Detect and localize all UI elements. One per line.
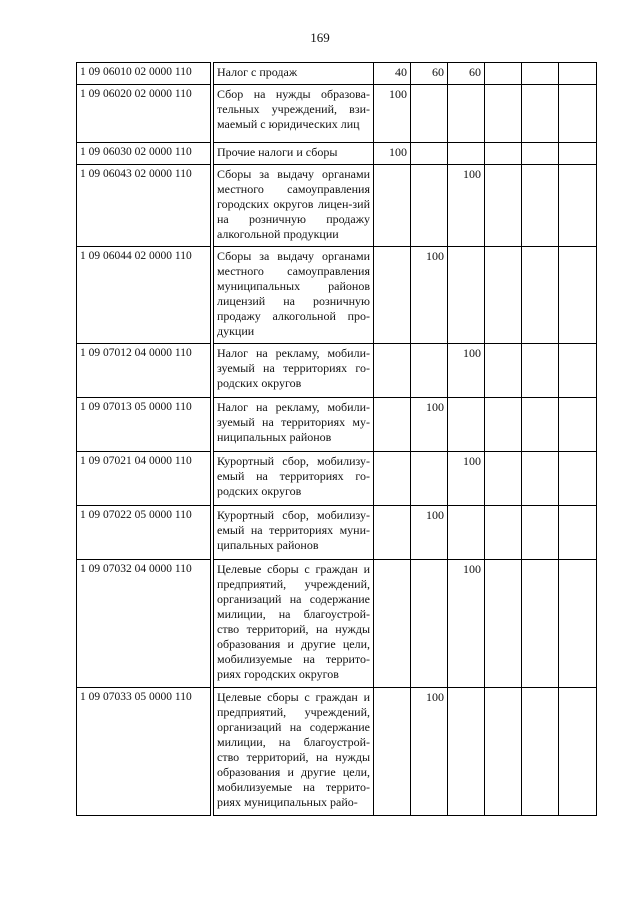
revenue-table — [76, 62, 597, 816]
share-cell-4 — [485, 63, 522, 85]
share-cell-5 — [522, 85, 559, 143]
table-row — [77, 398, 597, 452]
table-row — [77, 344, 597, 398]
share-cell-5 — [522, 560, 559, 688]
budget-code-cell: 1 09 06044 02 0000 110 — [77, 247, 211, 344]
share-cell-2 — [411, 143, 448, 165]
share-cell-4 — [485, 165, 522, 247]
budget-code-cell: 1 09 07021 04 0000 110 — [77, 452, 211, 506]
share-cell-1 — [374, 452, 411, 506]
share-cell-1 — [374, 398, 411, 452]
table-row — [77, 560, 597, 688]
revenue-name-cell: Налог с продаж — [214, 63, 374, 85]
revenue-name-cell: Сборы за выдачу органами местного самоуправления городских округов лицен-зий на розничную продажу алкогольной продукции — [214, 165, 374, 247]
share-cell-4 — [485, 143, 522, 165]
budget-code-cell: 1 09 07022 05 0000 110 — [77, 506, 211, 560]
revenue-name-cell: Налог на рекламу, мобили-зуемый на территориях го-родских округов — [214, 344, 374, 398]
revenue-name-cell: Курортный сбор, мобилизу-емый на территориях го-родских округов — [214, 452, 374, 506]
share-cell-3: 60 — [448, 63, 485, 85]
share-cell-1 — [374, 344, 411, 398]
share-cell-3: 100 — [448, 560, 485, 688]
budget-code-cell: 1 09 06043 02 0000 110 — [77, 165, 211, 247]
share-cell-6 — [559, 688, 597, 816]
revenue-name-cell: Целевые сборы с граждан и предприятий, учреждений, организаций на содержание милиции, на благоустрой-ство территорий, на нужды образования и другие цели, мобилизуемые на террито-риях городских округов — [214, 560, 374, 688]
share-cell-6 — [559, 452, 597, 506]
share-cell-2: 60 — [411, 63, 448, 85]
budget-code-cell: 1 09 07013 05 0000 110 — [77, 398, 211, 452]
share-cell-3 — [448, 398, 485, 452]
share-cell-3: 100 — [448, 344, 485, 398]
share-cell-5 — [522, 63, 559, 85]
share-cell-3 — [448, 506, 485, 560]
share-cell-4 — [485, 344, 522, 398]
share-cell-6 — [559, 63, 597, 85]
share-cell-2 — [411, 165, 448, 247]
share-cell-4 — [485, 452, 522, 506]
share-cell-6 — [559, 85, 597, 143]
share-cell-6 — [559, 506, 597, 560]
share-cell-2 — [411, 560, 448, 688]
share-cell-1 — [374, 688, 411, 816]
budget-code-cell: 1 09 07012 04 0000 110 — [77, 344, 211, 398]
budget-code-cell: 1 09 06030 02 0000 110 — [77, 143, 211, 165]
share-cell-1 — [374, 506, 411, 560]
share-cell-1: 40 — [374, 63, 411, 85]
share-cell-6 — [559, 560, 597, 688]
share-cell-4 — [485, 398, 522, 452]
page-number: 169 — [310, 30, 330, 45]
share-cell-5 — [522, 506, 559, 560]
share-cell-1 — [374, 165, 411, 247]
share-cell-5 — [522, 344, 559, 398]
share-cell-4 — [485, 688, 522, 816]
share-cell-1 — [374, 247, 411, 344]
share-cell-3 — [448, 85, 485, 143]
share-cell-5 — [522, 143, 559, 165]
share-cell-6 — [559, 247, 597, 344]
table-row — [77, 143, 597, 165]
table-row — [77, 688, 597, 816]
budget-code-cell: 1 09 06020 02 0000 110 — [77, 85, 211, 143]
revenue-name-cell: Прочие налоги и сборы — [214, 143, 374, 165]
share-cell-3 — [448, 688, 485, 816]
share-cell-2 — [411, 452, 448, 506]
budget-code-cell: 1 09 06010 02 0000 110 — [77, 63, 211, 85]
share-cell-3: 100 — [448, 452, 485, 506]
share-cell-4 — [485, 247, 522, 344]
revenue-name-cell: Сбор на нужды образова-тельных учреждений, взи-маемый с юридических лиц — [214, 85, 374, 143]
share-cell-2 — [411, 344, 448, 398]
table-body — [77, 63, 597, 816]
share-cell-6 — [559, 143, 597, 165]
share-cell-2: 100 — [411, 506, 448, 560]
share-cell-1: 100 — [374, 143, 411, 165]
table-row — [77, 165, 597, 247]
share-cell-2: 100 — [411, 247, 448, 344]
share-cell-3: 100 — [448, 165, 485, 247]
share-cell-4 — [485, 85, 522, 143]
share-cell-5 — [522, 398, 559, 452]
table-row — [77, 63, 597, 85]
table-row — [77, 452, 597, 506]
revenue-name-cell: Сборы за выдачу органами местного самоуправления муниципальных районов лицензий на розничную продажу алкогольной про-дукции — [214, 247, 374, 344]
share-cell-2: 100 — [411, 688, 448, 816]
table-row — [77, 85, 597, 143]
share-cell-5 — [522, 688, 559, 816]
share-cell-5 — [522, 247, 559, 344]
revenue-name-cell: Курортный сбор, мобилизу-емый на территориях муни-ципальных районов — [214, 506, 374, 560]
revenue-name-cell: Налог на рекламу, мобили-зуемый на территориях му-ниципальных районов — [214, 398, 374, 452]
budget-code-cell: 1 09 07033 05 0000 110 — [77, 688, 211, 816]
share-cell-5 — [522, 452, 559, 506]
share-cell-1 — [374, 560, 411, 688]
share-cell-4 — [485, 560, 522, 688]
table-row — [77, 247, 597, 344]
share-cell-1: 100 — [374, 85, 411, 143]
share-cell-3 — [448, 143, 485, 165]
share-cell-4 — [485, 506, 522, 560]
table-row — [77, 506, 597, 560]
budget-code-cell: 1 09 07032 04 0000 110 — [77, 560, 211, 688]
revenue-name-cell: Целевые сборы с граждан и предприятий, учреждений, организаций на содержание милиции, на благоустрой-ство территорий, на нужды образования и другие цели, мобилизуемые на террито-риях муниципальных райо- — [214, 688, 374, 816]
share-cell-2 — [411, 85, 448, 143]
share-cell-6 — [559, 165, 597, 247]
share-cell-3 — [448, 247, 485, 344]
share-cell-5 — [522, 165, 559, 247]
share-cell-6 — [559, 344, 597, 398]
share-cell-2: 100 — [411, 398, 448, 452]
share-cell-6 — [559, 398, 597, 452]
